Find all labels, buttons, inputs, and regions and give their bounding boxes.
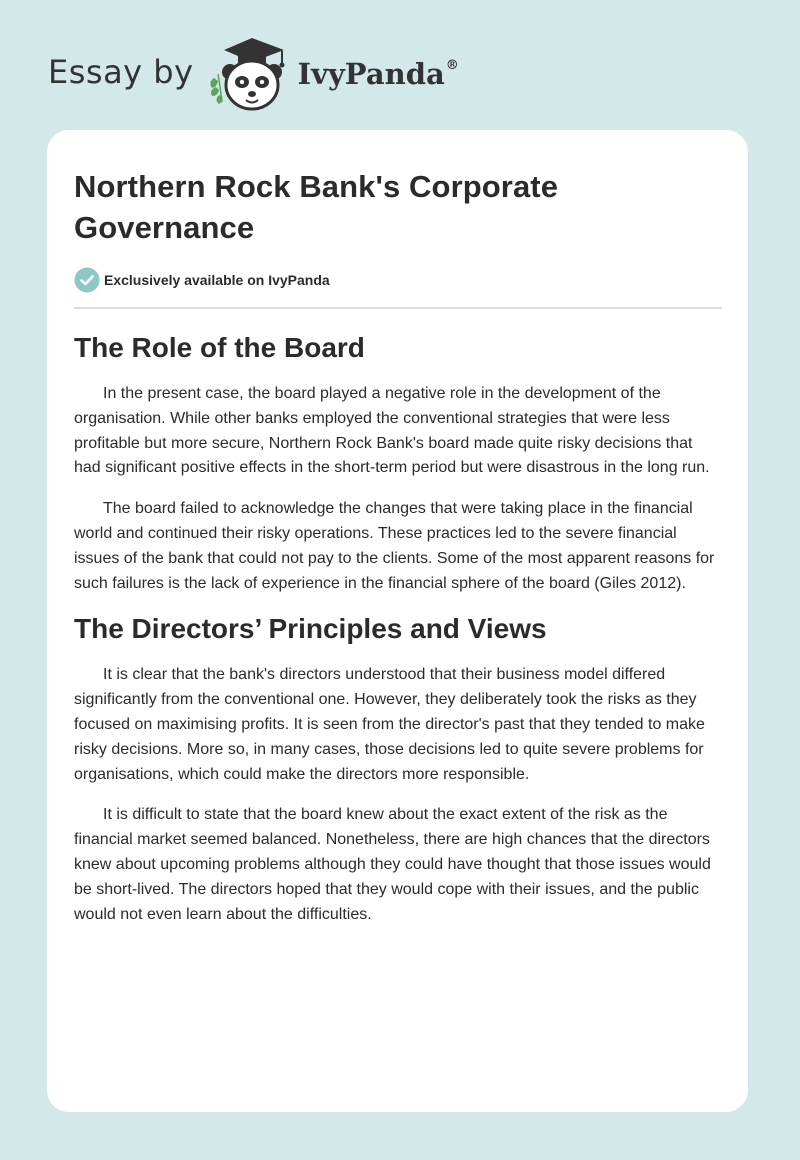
ivy-leaf-icon bbox=[210, 74, 222, 104]
paragraph: It is clear that the bank's directors understood that their business model differed significantly from the conventional one. However, they deliberately took the risks as they focused on maximising profits. It is seen from the director's past that they tended to make risky decisions. More so, in many cases, those decisions led to quite severe problems for organisations, which could make the directors more responsible. bbox=[74, 666, 705, 783]
section-directors-principles bbox=[74, 612, 722, 927]
title-divider bbox=[74, 307, 722, 309]
essay-card bbox=[47, 130, 748, 1112]
section-role-of-board bbox=[74, 331, 722, 596]
ivypanda-logo-link[interactable] bbox=[204, 32, 459, 112]
brand-name: IvyPanda® bbox=[297, 56, 459, 91]
section-heading: The Directors’ Principles and Views bbox=[74, 613, 547, 645]
essay-by-label: Essay by bbox=[48, 53, 194, 91]
registered-mark: ® bbox=[445, 57, 459, 73]
panda-face-icon bbox=[222, 61, 282, 109]
essay-title: Northern Rock Bank's Corporate Governance bbox=[74, 169, 559, 245]
panda-logo-icon bbox=[204, 32, 296, 112]
paragraph: The board failed to acknowledge the changes that were taking place in the financial world and continued their risky operations. These practices led to the severe financial issues of the bank that could not pay to the clients. Some of the most apparent reasons for such failures is the lack of experience in the financial sphere of the board (Giles 2012). bbox=[74, 500, 715, 592]
paragraph: It is difficult to state that the board knew about the exact extent of the risk as the financial market seemed balanced. Nonetheless, there are high chances that the directors knew about upcoming problems although they could have thought that those issues would be short-lived. The directors hoped that they would cope with their issues, and the public would not even learn about the difficulties. bbox=[74, 806, 711, 923]
site-header bbox=[48, 32, 459, 112]
exclusive-badge bbox=[74, 266, 722, 294]
section-heading: The Role of the Board bbox=[74, 332, 365, 363]
check-badge-icon bbox=[74, 267, 100, 293]
paragraph: In the present case, the board played a negative role in the development of the organisation. While other banks employed the conventional strategies that were less profitable but more secure, Northern Rock Bank's board made quite risky decisions that had significant positive effects in the short-term period but were disastrous in the long run. bbox=[74, 385, 710, 477]
exclusive-label: Exclusively available on IvyPanda bbox=[104, 272, 330, 288]
